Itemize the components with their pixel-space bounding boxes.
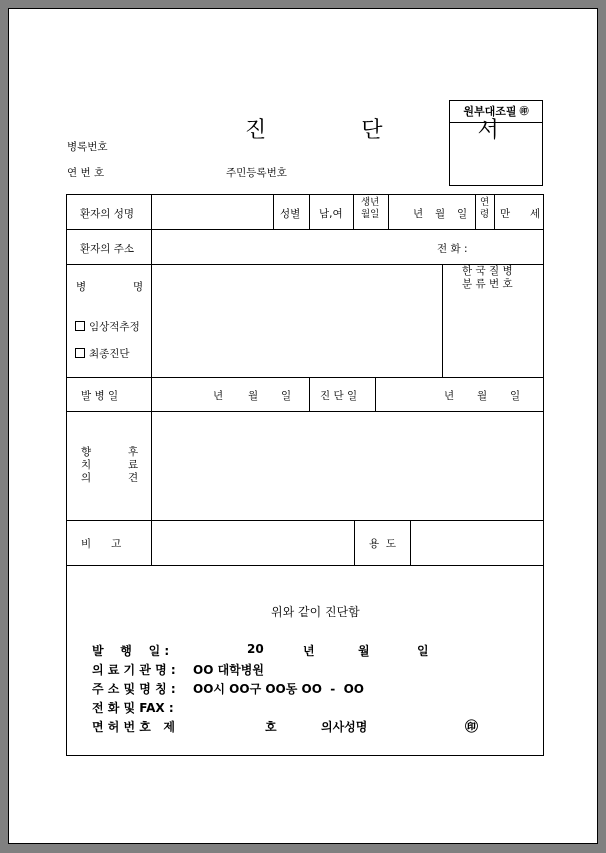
diagnosis-date-label: 진 단 일 bbox=[320, 390, 358, 402]
kcd-code-label: 한 국 질 병 분 류 번 호 bbox=[462, 265, 513, 290]
onset-year-label: 년 bbox=[213, 390, 224, 402]
doctor-seal-icon: ㊞ bbox=[465, 720, 479, 735]
verification-stamp-header bbox=[450, 101, 542, 123]
institution-value: OO 대학병원 bbox=[193, 663, 264, 677]
license-number-label: 면 허 번 호 제 bbox=[92, 720, 176, 734]
phone-fax-label: 전 화 및 FAX : bbox=[92, 701, 174, 715]
full-age-label: 만 bbox=[500, 208, 511, 220]
diagnosis-form-table bbox=[66, 194, 544, 756]
diagnosis-month-label: 월 bbox=[477, 390, 488, 402]
birth-date-label: 생년 월일 bbox=[361, 197, 380, 220]
phone-label: 전 화 : bbox=[437, 243, 468, 255]
issue-century: 20 bbox=[247, 642, 264, 656]
onset-day-label: 일 bbox=[281, 390, 292, 402]
sex-options[interactable]: 남,여 bbox=[319, 208, 343, 220]
resident-id-label: 주민등록번호 bbox=[226, 167, 287, 179]
remarks-label: 비 고 bbox=[81, 538, 122, 550]
doctor-name-label: 의사성명 bbox=[321, 720, 368, 734]
checkbox-icon[interactable] bbox=[75, 348, 85, 358]
patient-address-field[interactable] bbox=[152, 230, 432, 263]
document-title: 진 단 서 bbox=[245, 118, 543, 143]
certificate-page bbox=[8, 8, 598, 844]
clinical-estimate-checkbox[interactable] bbox=[75, 319, 140, 334]
purpose-label: 용 도 bbox=[369, 538, 396, 550]
disease-label-left: 병 bbox=[76, 281, 87, 293]
diagnosis-year-label: 년 bbox=[444, 390, 455, 402]
age-label: 연 령 bbox=[480, 197, 490, 220]
issue-year-label: 년 bbox=[303, 644, 315, 658]
onset-month-label: 월 bbox=[248, 390, 259, 402]
prognosis-label-left: 향 치 의 bbox=[81, 446, 92, 484]
patient-name-label: 환자의 성명 bbox=[80, 208, 135, 220]
verification-stamp-box bbox=[449, 100, 543, 186]
onset-date-label: 발 병 일 bbox=[81, 390, 119, 402]
institution-label: 의 료 기 관 명 : bbox=[92, 663, 176, 677]
issue-month-label: 월 bbox=[358, 644, 370, 658]
address-title-value: OO시 OO구 OO동 OO - OO bbox=[193, 682, 365, 696]
age-unit-label: 세 bbox=[530, 208, 541, 220]
declaration-statement: 위와 같이 진단함 bbox=[271, 605, 360, 619]
issue-date-label: 발 행 일 : bbox=[92, 644, 170, 658]
birth-month-label: 월 bbox=[435, 208, 446, 220]
purpose-field[interactable] bbox=[411, 521, 542, 564]
verification-stamp-label: 원부대조필 bbox=[463, 105, 517, 118]
registration-number-label: 병록번호 bbox=[67, 141, 108, 153]
birth-day-label: 일 bbox=[457, 208, 468, 220]
prognosis-label-right: 후 료 견 bbox=[128, 446, 139, 484]
address-title-label: 주 소 및 명 칭 : bbox=[92, 682, 176, 696]
clinical-estimate-label: 임상적추정 bbox=[89, 321, 140, 333]
disease-label-right: 명 bbox=[133, 281, 144, 293]
final-diagnosis-checkbox[interactable] bbox=[75, 346, 130, 361]
seal-icon: ㊞ bbox=[519, 107, 529, 117]
serial-number-label: 연 번 호 bbox=[67, 167, 105, 179]
remarks-field[interactable] bbox=[152, 521, 353, 564]
issue-day-label: 일 bbox=[417, 644, 429, 658]
patient-address-label: 환자의 주소 bbox=[80, 243, 135, 255]
patient-name-field[interactable] bbox=[152, 196, 272, 228]
checkbox-icon[interactable] bbox=[75, 321, 85, 331]
diagnosis-day-label: 일 bbox=[510, 390, 521, 402]
birth-year-label: 년 bbox=[413, 208, 424, 220]
license-number-unit: 호 bbox=[265, 720, 277, 734]
sex-label: 성별 bbox=[280, 208, 301, 220]
disease-name-field[interactable] bbox=[152, 265, 441, 376]
final-diagnosis-label: 최종진단 bbox=[89, 348, 130, 360]
prognosis-opinion-field[interactable] bbox=[152, 412, 542, 519]
